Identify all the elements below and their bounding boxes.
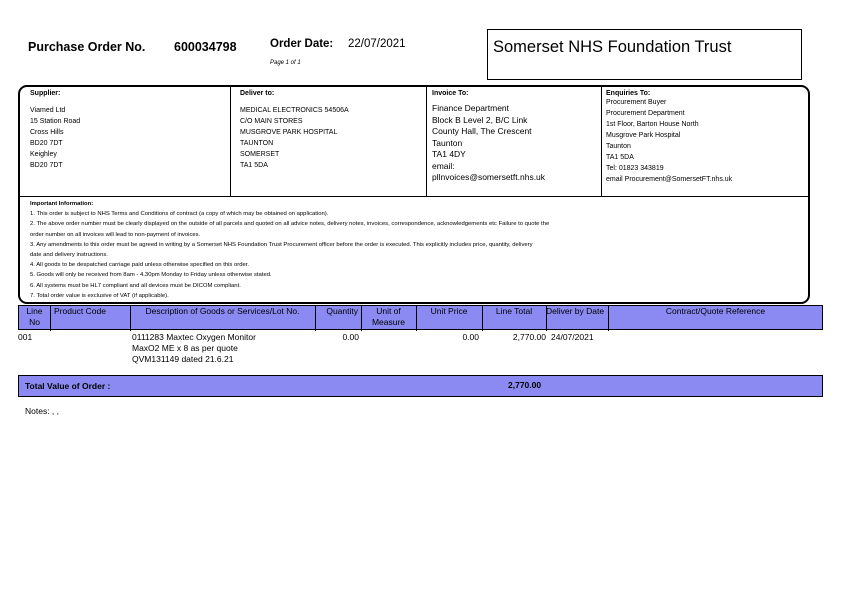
- notes: Notes: , ,: [25, 406, 60, 416]
- header-line-no-2: No: [29, 317, 40, 327]
- important-information: [30, 199, 770, 301]
- enquiries-email: email Procurement@SomersetFT.nhs.uk: [606, 176, 733, 183]
- invoice-to-line: Finance Department: [432, 103, 510, 113]
- deliver-to-line: TA1 5DA: [240, 162, 268, 169]
- important-line: date and delivery instructions.: [30, 252, 108, 259]
- invoice-email: pllnvoices@somersetft.nhs.uk: [432, 172, 546, 182]
- row-description-line: QVM131149 dated 21.6.21: [132, 354, 234, 364]
- important-line: 5. Goods will only be received from 8am - 4.30pm Monday to Friday unless otherwise stated.: [30, 272, 272, 279]
- important-line: 2. The above order number must be clearly displayed on the outside of all parcels and quoted on all advice notes, delivery notes, invoices, correspondence, acknowledgements etc Failure to quote the: [30, 221, 550, 228]
- invoice-to-line: TA1 4DY: [432, 149, 466, 159]
- important-line: 3. Any amendments to this order must be agreed in writing by a Somerset NHS Foundation Trust Procurement officer before the order is executed. This explicitly includes price, quantity, delivery: [30, 241, 533, 248]
- po-label: Purchase Order No.: [28, 40, 146, 54]
- header-deliver-by: Deliver by Date: [546, 306, 605, 316]
- important-line: 6. All systems must be HL7 compliant and all devices must be DICOM compliant.: [30, 282, 241, 289]
- supplier-line: Keighley: [30, 151, 57, 158]
- enquiries-line: 1st Floor, Barton House North: [606, 121, 699, 128]
- enquiries-to-block: [606, 90, 732, 185]
- supplier-title: Supplier:: [30, 90, 61, 97]
- deliver-to-title: Deliver to:: [240, 90, 275, 97]
- row-description-line: MaxO2 ME x 8 as per quote: [132, 343, 238, 353]
- header-contract: Contract/Quote Reference: [665, 306, 766, 316]
- enquiries-line: Musgrove Park Hospital: [606, 132, 681, 139]
- enquiries-line: Procurement Buyer: [606, 99, 667, 106]
- header-product-code: Product Code: [54, 306, 106, 316]
- table-header: [18, 305, 823, 330]
- total-label: Total Value of Order :: [25, 381, 111, 391]
- column-divider: [426, 86, 427, 197]
- header-unit-2: Measure: [371, 317, 406, 327]
- header-quantity: Quantity: [326, 306, 358, 316]
- header-unit: [361, 306, 416, 328]
- invoice-to-title: Invoice To:: [432, 90, 469, 97]
- row-line-no: 001: [18, 332, 33, 342]
- row-unit-price: 0.00: [462, 332, 479, 342]
- invoice-to-line: Block B Level 2, B/C Link: [432, 114, 528, 125]
- deliver-to-line: MEDICAL ELECTRONICS 54506A: [240, 107, 349, 114]
- supplier-line: Cross Hills: [30, 129, 64, 136]
- header-line-no-1: Line: [26, 306, 43, 316]
- enquiries-phone: Tel: 01823 343819: [606, 165, 664, 172]
- important-line: 7. Total order value is exclusive of VAT (if applicable).: [30, 292, 169, 299]
- supplier-line: Viamed Ltd: [30, 107, 66, 114]
- column-divider: [230, 86, 231, 197]
- important-title: Important Information:: [30, 201, 94, 207]
- invoice-to-line: email:: [432, 160, 455, 171]
- row-quantity: 0.00: [342, 332, 359, 342]
- supplier-line: BD20 7DT: [30, 140, 63, 147]
- enquiries-line: Taunton: [606, 143, 631, 150]
- column-divider: [601, 86, 602, 197]
- po-number: 600034798: [174, 40, 237, 54]
- page-number: Page 1 of 1: [270, 60, 301, 66]
- supplier-line: BD20 7DT: [30, 162, 63, 169]
- order-date-value: 22/07/2021: [348, 38, 406, 50]
- header-unit-price: Unit Price: [430, 306, 468, 316]
- section-divider: [19, 196, 809, 197]
- row-line-total: 2,770.00: [512, 332, 546, 342]
- header-line-no: [19, 306, 50, 328]
- important-line: 1. This order is subject to NHS Terms and Conditions of contract (a copy of which may be obtained on application).: [30, 211, 329, 218]
- row-description: [132, 332, 256, 365]
- order-date-label: Order Date:: [270, 38, 334, 50]
- important-line: order number on all invoices will lead to non-payment of invoices.: [30, 231, 201, 238]
- deliver-to-line: SOMERSET: [240, 151, 280, 158]
- enquiries-to-title: Enquiries To:: [606, 90, 651, 97]
- deliver-to-line: TAUNTON: [240, 140, 274, 147]
- invoice-to-line: Taunton: [432, 137, 463, 148]
- enquiries-line: TA1 5DA: [606, 154, 634, 161]
- enquiries-line: Procurement Department: [606, 110, 685, 117]
- total-bar: [18, 375, 823, 397]
- deliver-to-block: [240, 90, 349, 171]
- supplier-line: 15 Station Road: [30, 118, 81, 125]
- deliver-to-line: C/O MAIN STORES: [240, 118, 303, 125]
- important-line: 4. All goods to be despatched carriage paid unless otherwise specified on this order.: [30, 262, 250, 269]
- trust-name: Somerset NHS Foundation Trust: [493, 38, 732, 56]
- row-deliver-by: 24/07/2021: [551, 332, 594, 342]
- invoice-to-block: [432, 90, 545, 184]
- supplier-block: [30, 90, 80, 171]
- total-value: 2,770.00: [508, 380, 542, 390]
- header-line-total: Line Total: [495, 306, 533, 316]
- row-description-line: 0111283 Maxtec Oxygen Monitor: [132, 332, 256, 342]
- header-unit-1: Unit of: [376, 306, 401, 316]
- header-description: Description of Goods or Services/Lot No.: [145, 306, 300, 316]
- deliver-to-line: MUSGROVE PARK HOSPITAL: [240, 129, 338, 136]
- invoice-to-line: County Hall, The Crescent: [432, 126, 532, 136]
